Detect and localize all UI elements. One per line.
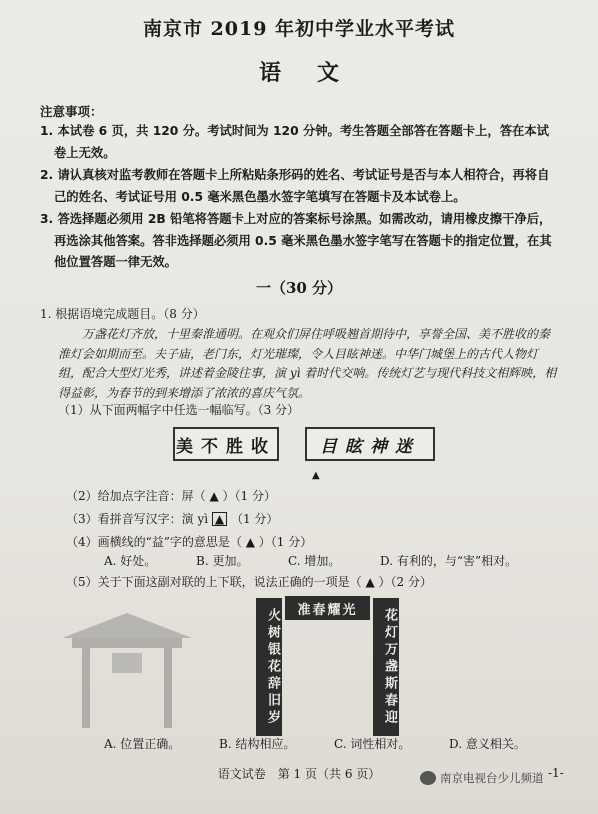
subquestion-4-options bbox=[104, 552, 564, 569]
couplet-second-line: 花灯万盏斯春迎 bbox=[373, 598, 399, 736]
exam-title: 南京市 2019 年初中学业水平考试 bbox=[142, 18, 456, 40]
couplet-banner: 准春耀光 bbox=[285, 596, 370, 620]
subquestion-5: （5）关于下面这副对联的上下联，说法正确的一项是（ ▲ ）（2 分） bbox=[66, 575, 432, 589]
subquestion-3 bbox=[66, 510, 278, 527]
passage-text: 万盏花灯齐放，十里秦淮通明。在观众们屏住呼吸翘首期待中，享誉全国、美不胜收的秦淮灯会如期而至。夫子庙，老门东，灯光璀璨，令人目眩神迷。中华门城堡上的古代人物灯组，配合大型灯光秀，讲述着金陵往事，演 yì 着时代交响。传统灯艺与现代科技文相辉映，相得益彰，为春节的到来增添了浓浓的喜庆气氛。 bbox=[58, 327, 557, 400]
page-footer: 语文试卷 第 1 页（共 6 页） bbox=[217, 767, 381, 781]
copy-sample-left: 美不胜收 bbox=[173, 427, 279, 461]
option-b: B. 更加。 bbox=[196, 554, 249, 568]
watermark-text: 南京电视台少儿频道 bbox=[440, 771, 544, 785]
option-b: B. 结构相应。 bbox=[219, 737, 296, 751]
channel-watermark bbox=[420, 770, 544, 786]
notice-item: 2. 请认真核对监考教师在答题卡上所粘贴条形码的姓名、考试证号是否与本人相符合，再将自己的姓名、考试证号用 0.5 毫米黑色墨水签字笔填写在答题卡及本试卷上。 bbox=[40, 168, 550, 204]
subquestion-5-options bbox=[104, 735, 564, 752]
answer-triangle: ▲ bbox=[312, 470, 320, 481]
couplet-first-line: 火树银花辞旧岁 bbox=[256, 598, 282, 736]
option-a: A. 好处。 bbox=[104, 554, 157, 568]
paifang-illustration bbox=[52, 598, 202, 728]
option-c: C. 增加。 bbox=[288, 554, 341, 568]
question-1-passage bbox=[58, 325, 558, 403]
subquestion-3-text: （3）看拼音写汉字：演 yì bbox=[66, 512, 209, 526]
subquestion-1: （1）从下面两幅字中任选一幅临写。（3 分） bbox=[58, 403, 300, 417]
notice-item: 3. 答选择题必须用 2B 铅笔将答题卡上对应的答案标号涂黑。如需改动，请用橡皮擦干净后，再选涂其他答案。答非选择题必须用 0.5 毫米黑色墨水签字笔写在答题卡的指定位置，在其他位置答题一律无效。 bbox=[40, 212, 552, 269]
answer-box: ▲ bbox=[212, 512, 227, 526]
subquestion-3-score: （1 分） bbox=[230, 512, 279, 526]
notice-heading: 注意事项： bbox=[40, 104, 103, 119]
copy-sample-right: 目眩神迷 bbox=[305, 427, 435, 461]
notice-list bbox=[40, 121, 560, 275]
option-c: C. 词性相对。 bbox=[334, 737, 411, 751]
question-1-prompt: 1. 根据语境完成题目。（8 分） bbox=[40, 307, 205, 321]
notice-item: 1. 本试卷 6 页，共 120 分。考试时间为 120 分钟。考生答题全部答在答题卡上，答在本试卷上无效。 bbox=[40, 124, 549, 160]
option-d: D. 有利的，与“害”相对。 bbox=[380, 554, 518, 568]
exam-subject: 语文 bbox=[258, 60, 375, 86]
option-d: D. 意义相关。 bbox=[449, 737, 526, 751]
subquestion-2: （2）给加点字注音：屏（ ▲ ）（1 分） bbox=[66, 489, 276, 503]
option-a: A. 位置正确。 bbox=[104, 737, 181, 751]
page-number: -1- bbox=[548, 766, 564, 780]
section-heading: 一（30 分） bbox=[255, 279, 343, 297]
subquestion-4: （4）画横线的“益”字的意思是（ ▲ ）（1 分） bbox=[66, 535, 313, 549]
wechat-icon bbox=[420, 771, 436, 785]
